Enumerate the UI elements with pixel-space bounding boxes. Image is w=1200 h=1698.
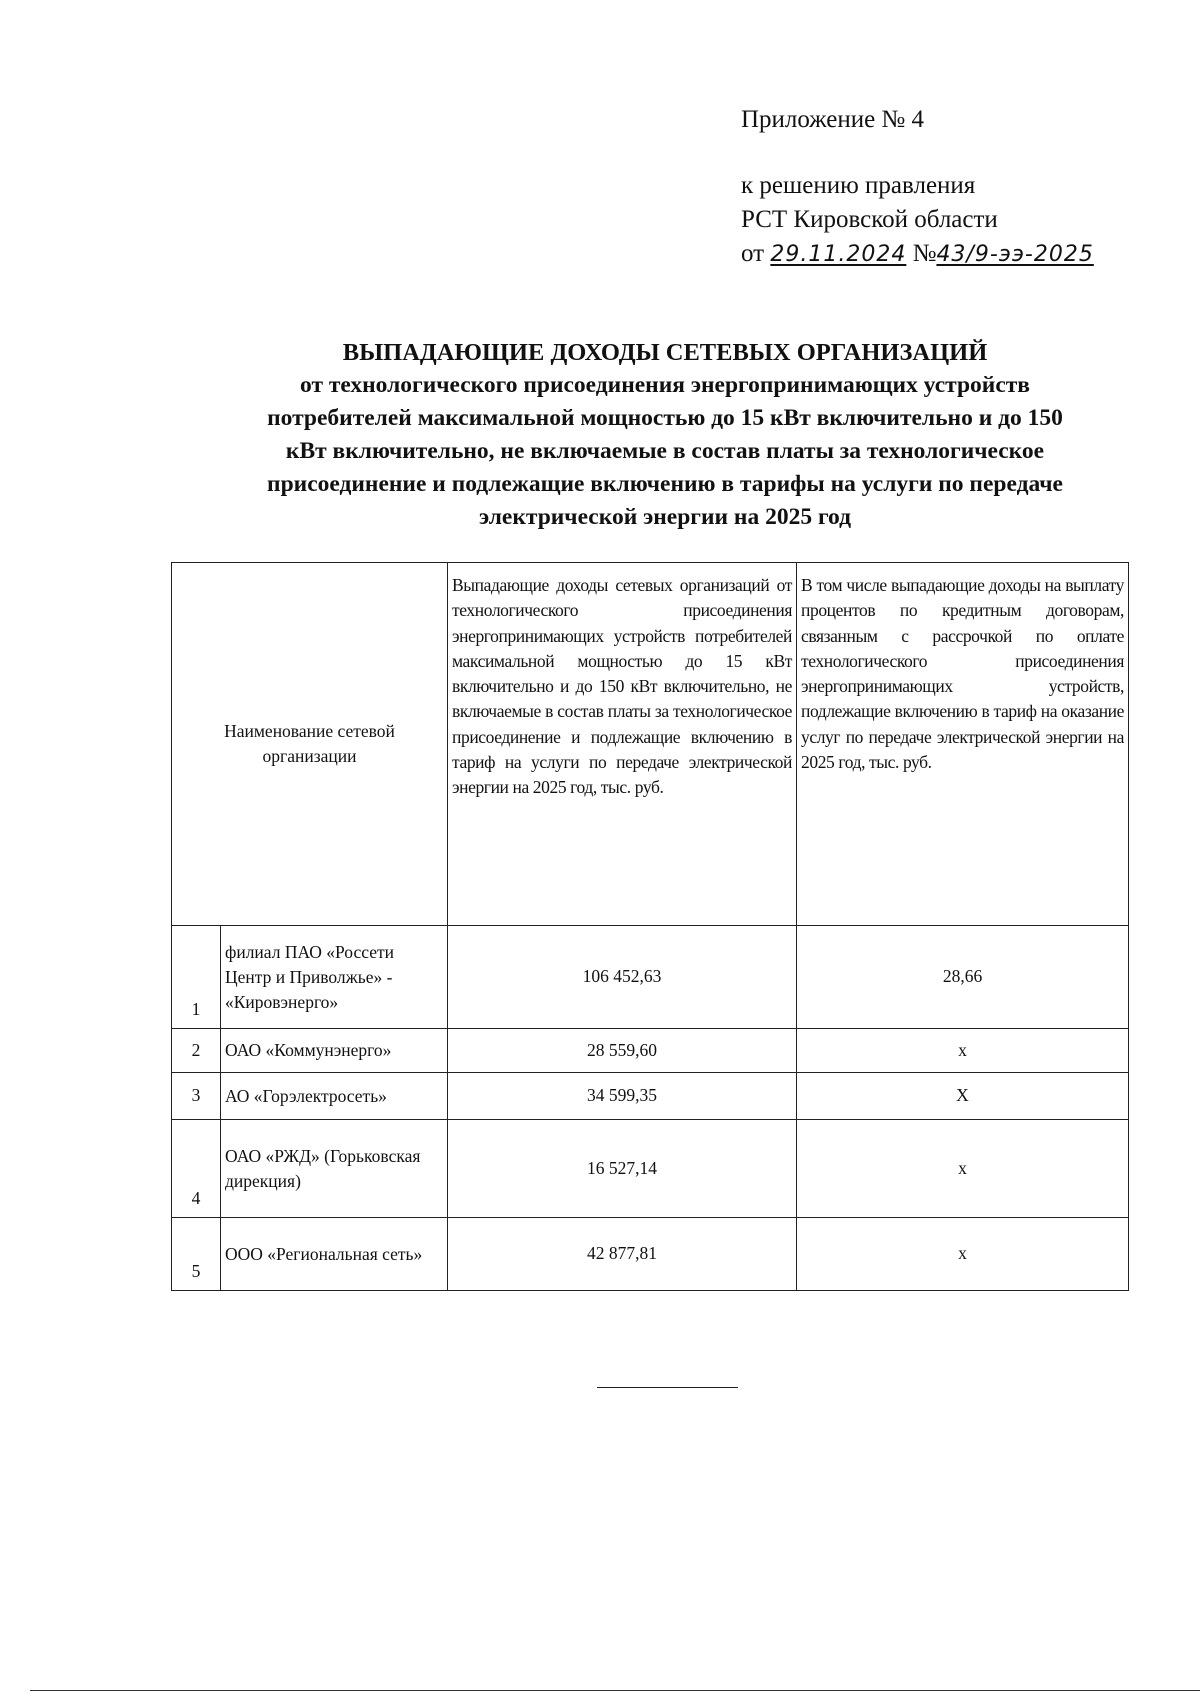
interest-value: 28,66	[797, 926, 1129, 1029]
page-bottom-line	[30, 1690, 1200, 1691]
appendix-authority: РСТ Кировской области	[741, 206, 998, 233]
handwritten-decision-number: 43/9-ээ-2025	[936, 242, 1094, 267]
row-number: 4	[172, 1120, 221, 1218]
row-number: 2	[172, 1029, 221, 1073]
appendix-to-decision: к решению правления	[741, 172, 976, 199]
lost-income-value: 34 599,35	[448, 1073, 797, 1120]
org-name: ОАО «Коммунэнерго»	[221, 1029, 448, 1073]
end-divider	[597, 1387, 738, 1388]
document-title	[150, 336, 1180, 534]
row-number: 1	[172, 926, 221, 1029]
title-line: потребителей максимальной мощностью до 15 кВт включительно и до 150	[267, 405, 1063, 431]
title-line: от технологического присоединения энергопринимающих устройств	[300, 372, 1030, 398]
lost-income-value: 16 527,14	[448, 1120, 797, 1218]
header-interest: В том числе выпадающие доходы на выплату процентов по кредитным договорам, связанным с рассрочкой по оплате технологического присоединения энергопринимающих устройств, подлежащие включению в тариф на оказание услуг по передаче электрической энергии на 2025 год, тыс. руб.	[797, 563, 1129, 926]
interest-value: x	[797, 1218, 1129, 1291]
header-org-name: Наименование сетевой организации	[172, 563, 448, 926]
org-name: АО «Горэлектросеть»	[221, 1073, 448, 1120]
title-line: электрической энергии на 2025 год	[478, 504, 852, 530]
table-row	[172, 1029, 1129, 1073]
interest-value: x	[797, 1029, 1129, 1073]
appendix-block	[741, 103, 1094, 272]
table-row	[172, 1073, 1129, 1120]
table-row	[172, 926, 1129, 1029]
header-lost-income: Выпадающие доходы сетевых организаций от технологического присоединения энергопринимающих устройств потребителей максимальной мощностью до 15 кВт включительно и до 150 кВт включительно, не включаемые в состав платы за технологическое присоединение и подлежащие включению в тариф на услуги по передаче электрической энергии на 2025 год, тыс. руб.	[448, 563, 797, 926]
handwritten-date: 29.11.2024	[770, 242, 907, 267]
table-row	[172, 1218, 1129, 1291]
title-main: ВЫПАДАЮЩИЕ ДОХОДЫ СЕТЕВЫХ ОРГАНИЗАЦИЙ	[342, 339, 988, 366]
number-sign: №	[912, 240, 937, 267]
lost-income-value: 106 452,63	[448, 926, 797, 1029]
title-line: кВт включительно, не включаемые в состав платы за технологическое	[285, 438, 1045, 464]
table-header-row	[172, 563, 1129, 926]
org-name: филиал ПАО «Россети Центр и Приволжье» - «Кировэнерго»	[221, 926, 448, 1029]
interest-value: x	[797, 1120, 1129, 1218]
date-prefix: от	[741, 240, 765, 267]
title-line: присоединение и подлежащие включению в тарифы на услуги по передаче	[267, 471, 1063, 497]
lost-income-table	[171, 562, 1129, 1291]
interest-value: X	[797, 1073, 1129, 1120]
appendix-number: Приложение № 4	[741, 106, 925, 133]
lost-income-value: 42 877,81	[448, 1218, 797, 1291]
table-row	[172, 1120, 1129, 1218]
org-name: ОАО «РЖД» (Горьковская дирекция)	[221, 1120, 448, 1218]
row-number: 3	[172, 1073, 221, 1120]
appendix-date-line	[741, 237, 1094, 272]
lost-income-value: 28 559,60	[448, 1029, 797, 1073]
row-number: 5	[172, 1218, 221, 1291]
org-name: ООО «Региональная сеть»	[221, 1218, 448, 1291]
